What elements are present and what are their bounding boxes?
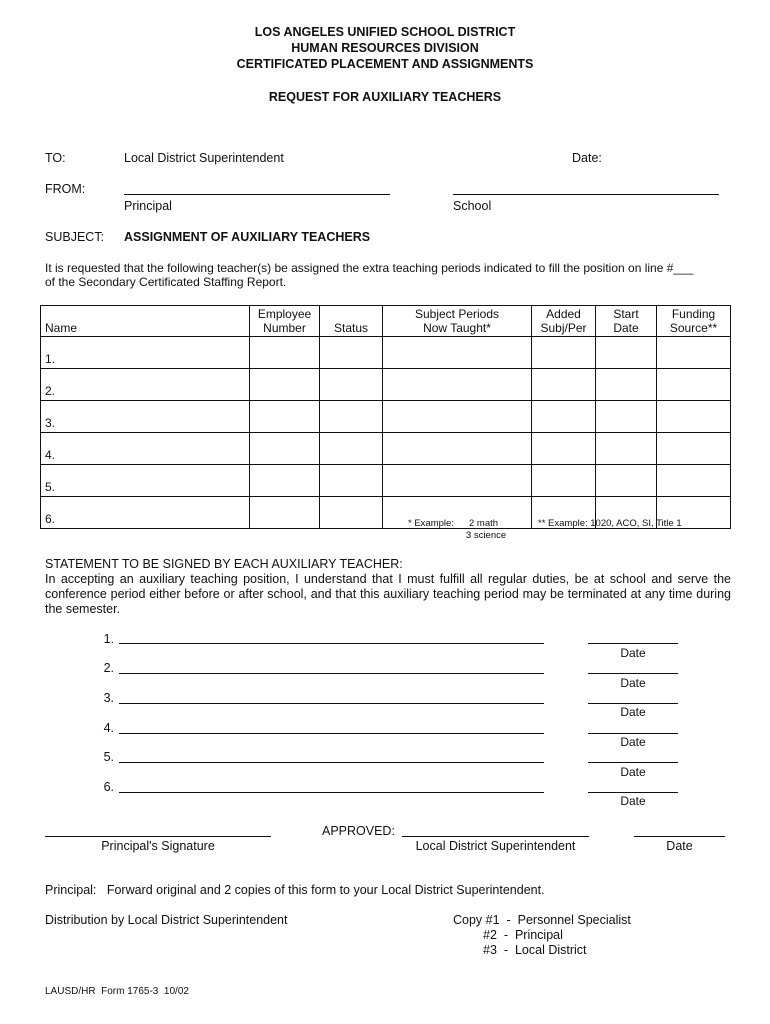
approved-label: APPROVED: xyxy=(322,824,395,838)
subject-value: ASSIGNMENT OF AUXILIARY TEACHERS xyxy=(124,230,371,244)
footnote-1-b: 3 science xyxy=(466,530,507,541)
district-name: LOS ANGELES UNIFIED SCHOOL DISTRICT xyxy=(254,25,516,39)
copy-2: #2 - Principal xyxy=(483,928,563,942)
signer-number: 6. xyxy=(103,780,114,794)
row-number[interactable]: 3. xyxy=(41,401,250,433)
principal-label: Principal xyxy=(124,199,172,213)
date-caption: Date xyxy=(620,676,646,690)
to-label: TO: xyxy=(45,151,66,165)
subject-label: SUBJECT: xyxy=(45,230,105,244)
footnote-1-a: 2 math xyxy=(469,518,499,529)
approval-date-line[interactable] xyxy=(634,836,725,837)
footnote-2: ** Example: 1020, ACO, SI, Title 1 xyxy=(538,518,682,529)
superintendent-label: Local District Superintendent xyxy=(415,839,576,853)
signer-number: 5. xyxy=(103,750,114,764)
table-row xyxy=(41,337,731,369)
row-number[interactable]: 1. xyxy=(41,337,250,369)
date-caption: Date xyxy=(620,765,646,779)
signature-line[interactable] xyxy=(119,703,544,704)
col-start-date: Start Date xyxy=(596,306,657,337)
principal-note: Principal: Forward original and 2 copies of this form to your Local District Superintendent. xyxy=(45,883,545,897)
col-subject-periods: Subject Periods Now Taught* xyxy=(383,306,532,337)
date-caption: Date xyxy=(620,794,646,808)
date-line[interactable] xyxy=(588,673,678,674)
table-header-row xyxy=(41,306,731,337)
form-title: REQUEST FOR AUXILIARY TEACHERS xyxy=(268,90,502,104)
table-row xyxy=(41,465,731,497)
table-row xyxy=(41,433,731,465)
signature-line[interactable] xyxy=(119,733,544,734)
row-number[interactable]: 5. xyxy=(41,465,250,497)
superintendent-signature-line[interactable] xyxy=(402,836,589,837)
signature-line[interactable] xyxy=(119,792,544,793)
department-name: CERTIFICATED PLACEMENT AND ASSIGNMENTS xyxy=(236,57,534,71)
distribution-label: Distribution by Local District Superintendent xyxy=(45,913,288,927)
signer-number: 2. xyxy=(103,661,114,675)
date-label: Date: xyxy=(572,151,602,165)
date-line[interactable] xyxy=(588,643,678,644)
row-number[interactable]: 4. xyxy=(41,433,250,465)
principal-signature-line[interactable] xyxy=(45,836,271,837)
to-value: Local District Superintendent xyxy=(124,151,284,165)
signature-line[interactable] xyxy=(119,762,544,763)
col-status: Status xyxy=(320,306,383,337)
row-number[interactable]: 6. xyxy=(41,497,250,529)
request-line-2: of the Secondary Certificated Staffing Report. xyxy=(45,275,287,289)
date-caption: Date xyxy=(620,705,646,719)
school-line[interactable] xyxy=(453,194,719,195)
signature-line[interactable] xyxy=(119,673,544,674)
col-added: Added Subj/Per xyxy=(532,306,596,337)
principal-signature-label: Principal's Signature xyxy=(101,839,215,853)
copy-1: Copy #1 - Personnel Specialist xyxy=(453,913,631,927)
date-line[interactable] xyxy=(588,733,678,734)
date-line[interactable] xyxy=(588,762,678,763)
date-caption: Date xyxy=(620,646,646,660)
date-line[interactable] xyxy=(588,792,678,793)
signer-number: 1. xyxy=(103,632,114,646)
col-name: Name xyxy=(41,306,250,337)
row-number[interactable]: 2. xyxy=(41,369,250,401)
form-id: LAUSD/HR Form 1765-3 10/02 xyxy=(45,986,189,997)
division-name: HUMAN RESOURCES DIVISION xyxy=(291,41,479,55)
approval-date-label: Date xyxy=(666,839,693,853)
statement-heading: STATEMENT TO BE SIGNED BY EACH AUXILIARY TEACHER: xyxy=(45,557,403,571)
footnote-1-label: * Example: xyxy=(408,518,454,529)
signature-line[interactable] xyxy=(119,643,544,644)
request-line-1: It is requested that the following teacher(s) be assigned the extra teaching periods indicated to fill the position on line #___ xyxy=(45,261,694,275)
teacher-table xyxy=(40,305,731,529)
table-row xyxy=(41,369,731,401)
signer-number: 3. xyxy=(103,691,114,705)
table-row xyxy=(41,401,731,433)
col-funding-source: Funding Source** xyxy=(657,306,731,337)
principal-line[interactable] xyxy=(124,194,390,195)
signer-number: 4. xyxy=(103,721,114,735)
date-line[interactable] xyxy=(588,703,678,704)
from-label: FROM: xyxy=(45,182,86,196)
statement-body: In accepting an auxiliary teaching position, I understand that I must fulfill all regular duties, be at school and serve the conference period either before or after school, and that this auxiliary teaching period may be terminated at any time during the semester. xyxy=(45,572,731,616)
date-caption: Date xyxy=(620,735,646,749)
copy-3: #3 - Local District xyxy=(483,943,587,957)
col-employee-number: Employee Number xyxy=(250,306,320,337)
school-label: School xyxy=(453,199,492,213)
